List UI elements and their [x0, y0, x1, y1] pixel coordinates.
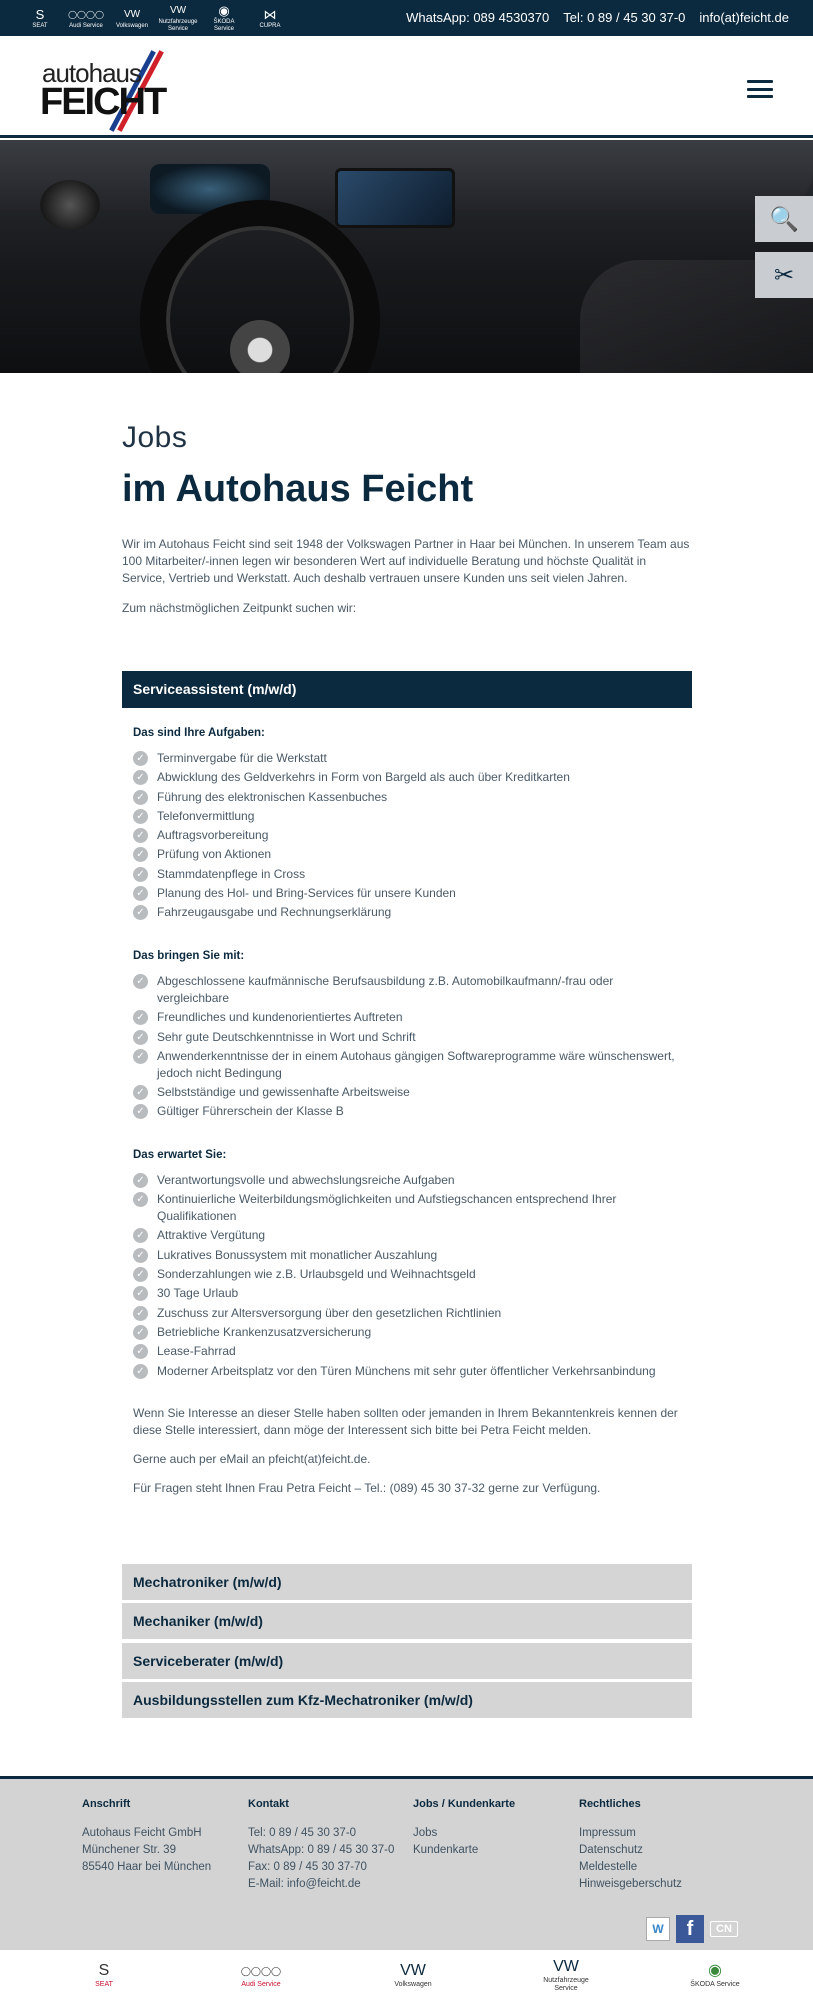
check-circle-icon: ✓	[133, 770, 148, 785]
offer-item-text: Attraktive Vergütung	[157, 1228, 266, 1243]
offer-item-text: Lukratives Bonussystem mit monatlicher Auszahlung	[157, 1247, 438, 1262]
site-header	[0, 36, 813, 138]
check-circle-icon: ✓	[133, 1267, 148, 1282]
task-item-text: Stammdatenpflege in Cross	[157, 866, 306, 881]
offer-item-text: Lease-Fahrrad	[157, 1344, 236, 1359]
footer-heading-jobs: Jobs / Kundenkarte	[413, 1798, 516, 1810]
footer-fax: Fax: 0 89 / 45 30 37-70	[248, 1861, 367, 1873]
task-item-text: Planung des Hol- und Bring-Services für unsere Kunden	[157, 886, 456, 901]
footer-line: Münchener Str. 39	[82, 1844, 176, 1856]
volkswagen-logo-icon[interactable]: VW Volkswagen	[394, 1962, 432, 1988]
offer-item-text: Moderner Arbeitsplatz vor den Türen Münchens mit sehr guter öffentlicher Verkehrsanbindung	[157, 1363, 656, 1378]
footer-link-jobs[interactable]: Jobs	[413, 1827, 438, 1839]
check-circle-icon: ✓	[133, 1049, 148, 1064]
jobs-intro	[122, 420, 692, 630]
footer-jobs	[413, 1796, 515, 1859]
accordion-header-ausbildung[interactable]: Ausbildungsstellen zum Kfz-Mechatroniker (m/w/d)	[122, 1682, 692, 1718]
tools-icon[interactable]: ✂	[755, 252, 813, 298]
accordion-header-serviceassistent[interactable]: Serviceassistent (m/w/d)	[122, 671, 692, 708]
section-title-requirements: Das bringen Sie mit:	[133, 950, 245, 963]
offer-item	[133, 1305, 683, 1322]
requirement-item	[133, 1084, 683, 1101]
vw-nutzfahrzeuge-logo-icon[interactable]: VW Nutzfahrzeuge Service	[158, 5, 198, 32]
footer-phone-link[interactable]: Tel: 0 89 / 45 30 37-0	[248, 1827, 357, 1839]
requirement-item	[133, 1103, 683, 1120]
footer-line: 85540 Haar bei München	[82, 1861, 212, 1873]
requirement-item	[133, 1009, 683, 1026]
offers-list	[133, 1172, 683, 1379]
offer-item	[133, 1172, 683, 1189]
hero-image-car-interior	[0, 140, 813, 373]
top-contacts	[406, 10, 789, 26]
footer-link-datenschutz[interactable]: Datenschutz	[579, 1844, 643, 1856]
check-circle-icon: ✓	[133, 974, 148, 989]
logo-text-feicht: FEICHT	[40, 81, 166, 123]
section-title-tasks: Das sind Ihre Aufgaben:	[133, 727, 265, 739]
check-circle-icon: ✓	[133, 809, 148, 824]
requirement-item-text: Freundliches und kundenorientiertes Auftreten	[157, 1010, 403, 1025]
offer-item-text: 30 Tage Urlaub	[157, 1286, 239, 1301]
closing-paragraph: Gerne auch per eMail an pfeicht(at)feicht.de.	[133, 1452, 371, 1467]
top-bar	[0, 0, 813, 36]
hero-infotainment-screen	[335, 168, 455, 228]
audi-rings-icon[interactable]: ◯◯◯◯ Audi Service	[240, 1966, 282, 1988]
task-item	[133, 846, 683, 863]
requirement-item-text: Gültiger Führerschein der Klasse B	[157, 1104, 344, 1119]
offer-item-text: Zuschuss zur Altersversorgung über den gesetzlichen Richtlinien	[157, 1305, 502, 1320]
check-circle-icon: ✓	[133, 1286, 148, 1301]
footer-kontakt	[248, 1796, 394, 1893]
closing-paragraph: Wenn Sie Interesse an dieser Stelle haben sollten oder jemanden in Ihrem Bekanntenkreis kennen der diese Stelle interessiert, dann möge der Interessent sich bitte bei Petra Feicht melden.	[133, 1406, 678, 1438]
requirement-item	[133, 1048, 683, 1082]
footer-heading-rechtliches: Rechtliches	[579, 1798, 641, 1810]
task-item-text: Fahrzeugausgabe und Rechnungserklärung	[157, 905, 392, 920]
requirement-item	[133, 1029, 683, 1046]
task-item-text: Führung des elektronischen Kassenbuches	[157, 789, 388, 804]
check-circle-icon: ✓	[133, 1325, 148, 1340]
footer-heading-anschrift: Anschrift	[82, 1798, 131, 1810]
accordion-header-serviceberater[interactable]: Serviceberater (m/w/d)	[122, 1643, 692, 1679]
skoda-logo-icon[interactable]: ◉ ŠKODA Service	[690, 1962, 740, 1988]
footer-email-link[interactable]: E-Mail: info@feicht.de	[248, 1878, 361, 1890]
phone-link[interactable]: Tel: 0 89 / 45 30 37-0	[563, 10, 686, 25]
task-item-text: Telefonvermittlung	[157, 808, 255, 823]
offer-item	[133, 1191, 683, 1225]
hero-vent	[40, 180, 100, 230]
brand-bar-bottom	[0, 1950, 813, 2000]
audi-rings-icon[interactable]: ◯◯◯◯ Audi Service	[68, 9, 104, 29]
check-circle-icon: ✓	[133, 1192, 148, 1207]
page-title-light: Jobs	[122, 421, 188, 454]
wiki-icon[interactable]: W	[646, 1917, 670, 1941]
vw-nutzfahrzeuge-logo-icon[interactable]: VW Nutzfahrzeuge Service	[543, 1958, 589, 1992]
offer-item	[133, 1324, 683, 1341]
offer-item	[133, 1363, 683, 1380]
seat-logo-icon[interactable]: S SEAT	[95, 1962, 113, 1988]
footer-link-hinweisgeberschutz[interactable]: Hinweisgeberschutz	[579, 1878, 682, 1890]
footer-link-impressum[interactable]: Impressum	[579, 1827, 636, 1839]
offer-item-text: Verantwortungsvolle und abwechslungsreiche Aufgaben	[157, 1173, 455, 1188]
footer-anschrift	[82, 1796, 211, 1876]
footer-heading-kontakt: Kontakt	[248, 1798, 289, 1810]
check-circle-icon: ✓	[133, 847, 148, 862]
logo-text-autohaus: autohaus	[42, 58, 141, 88]
social-links	[646, 1915, 738, 1943]
footer-link-meldestelle[interactable]: Meldestelle	[579, 1861, 638, 1873]
offer-item	[133, 1227, 683, 1244]
closing-paragraph: Für Fragen steht Ihnen Frau Petra Feicht – Tel.: (089) 45 30 37-32 gerne zur Verfügung.	[133, 1481, 601, 1496]
offer-item	[133, 1247, 683, 1264]
requirement-item-text: Selbstständige und gewissenhafte Arbeitsweise	[157, 1084, 410, 1099]
whatsapp-link[interactable]: WhatsApp: 089 4530370	[406, 10, 550, 25]
check-circle-icon: ✓	[133, 1104, 148, 1119]
volkswagen-logo-icon[interactable]: VW Volkswagen	[115, 8, 149, 29]
task-item	[133, 866, 683, 883]
task-item	[133, 827, 683, 844]
check-circle-icon: ✓	[133, 790, 148, 805]
footer-line: Autohaus Feicht GmbH	[82, 1827, 202, 1839]
requirement-item-text: Abgeschlossene kaufmännische Berufsausbildung z.B. Automobilkaufmann/-frau oder vergleichbare	[157, 974, 614, 1005]
task-item	[133, 904, 683, 921]
offer-item	[133, 1343, 683, 1360]
offer-item	[133, 1266, 683, 1283]
requirements-list	[133, 973, 683, 1120]
task-item	[133, 789, 683, 806]
task-item-text: Abwicklung des Geldverkehrs in Form von Bargeld als auch über Kreditkarten	[157, 770, 570, 785]
check-circle-icon: ✓	[133, 1248, 148, 1263]
accordion-header-mechatroniker[interactable]: Mechatroniker (m/w/d)	[122, 1564, 692, 1600]
requirement-item-text: Anwenderkenntnisse der in einem Autohaus gängigen Softwareprogramme wäre wünschenswert, jedoch nicht Bedingung	[157, 1048, 675, 1080]
accordion-header-mechaniker[interactable]: Mechaniker (m/w/d)	[122, 1603, 692, 1639]
task-item	[133, 769, 683, 786]
offer-item	[133, 1285, 683, 1302]
requirement-item	[133, 973, 683, 1007]
task-item	[133, 885, 683, 902]
task-item	[133, 750, 683, 767]
check-circle-icon: ✓	[133, 1010, 148, 1025]
check-circle-icon: ✓	[133, 1030, 148, 1045]
check-circle-icon: ✓	[133, 1364, 148, 1379]
intro-text: Wir im Autohaus Feicht sind seit 1948 der Volkswagen Partner in Haar bei München. In unserem Team aus 100 Mitarbeiter/-innen legen wir besonderen Wert auf individuelle Beratung und höchste Qualität in Service, Vertrieb und Werkstatt. Auch deshalb vertrauen unsere Kunden uns seit vielen Jahren.	[122, 537, 690, 585]
footer-whatsapp-link[interactable]: WhatsApp: 0 89 / 45 30 37-0	[248, 1844, 395, 1856]
offer-item-text: Betriebliche Krankenzusatzversicherung	[157, 1324, 372, 1339]
offer-item-text: Kontinuierliche Weiterbildungsmöglichkeiten und Aufstiegschancen entsprechend Ihrer Qualifikationen	[157, 1192, 617, 1224]
check-circle-icon: ✓	[133, 1228, 148, 1243]
check-circle-icon: ✓	[133, 1173, 148, 1188]
check-circle-icon: ✓	[133, 1085, 148, 1100]
skoda-logo-icon[interactable]: ◉ ŠKODA Service	[213, 3, 235, 32]
check-circle-icon: ✓	[133, 751, 148, 766]
task-item	[133, 808, 683, 825]
intro-subtext: Zum nächstmöglichen Zeitpunkt suchen wir:	[122, 601, 357, 615]
requirement-item-text: Sehr gute Deutschkenntnisse in Wort und Schrift	[157, 1029, 416, 1044]
closing-text	[133, 1405, 683, 1497]
site-footer	[0, 1776, 813, 1950]
section-title-offers: Das erwartet Sie:	[133, 1149, 227, 1162]
facebook-icon[interactable]: f	[676, 1915, 704, 1943]
email-link[interactable]: info(at)feicht.de	[699, 10, 789, 25]
accordion-body-serviceassistent	[133, 720, 683, 1509]
autohaus-feicht-logo[interactable]	[40, 48, 166, 134]
cupra-logo-icon[interactable]: ⋈ CUPRA	[259, 6, 281, 29]
check-circle-icon: ✓	[133, 867, 148, 882]
page-title: im Autohaus Feicht	[122, 468, 474, 510]
task-item-text: Prüfung von Aktionen	[157, 847, 272, 862]
hamburger-menu-icon[interactable]	[747, 80, 773, 98]
brand-logos-top	[22, 2, 288, 34]
task-item-text: Terminvergabe für die Werkstatt	[157, 751, 327, 765]
tasks-list	[133, 750, 683, 921]
check-circle-icon: ✓	[133, 828, 148, 843]
check-circle-icon: ✓	[133, 905, 148, 920]
check-circle-icon: ✓	[133, 1344, 148, 1359]
hero-vw-badge	[230, 320, 290, 373]
footer-rechtliches	[579, 1796, 682, 1893]
seat-logo-icon[interactable]: S SEAT	[32, 6, 48, 29]
cn-icon[interactable]: CN	[710, 1921, 738, 1937]
offer-item-text: Sonderzahlungen wie z.B. Urlaubsgeld und Weihnachtsgeld	[157, 1267, 476, 1282]
check-circle-icon: ✓	[133, 886, 148, 901]
task-item-text: Auftragsvorbereitung	[157, 828, 269, 843]
footer-link-kundenkarte[interactable]: Kundenkarte	[413, 1844, 479, 1856]
job-search-icon[interactable]: 🔍	[755, 196, 813, 242]
check-circle-icon: ✓	[133, 1306, 148, 1321]
